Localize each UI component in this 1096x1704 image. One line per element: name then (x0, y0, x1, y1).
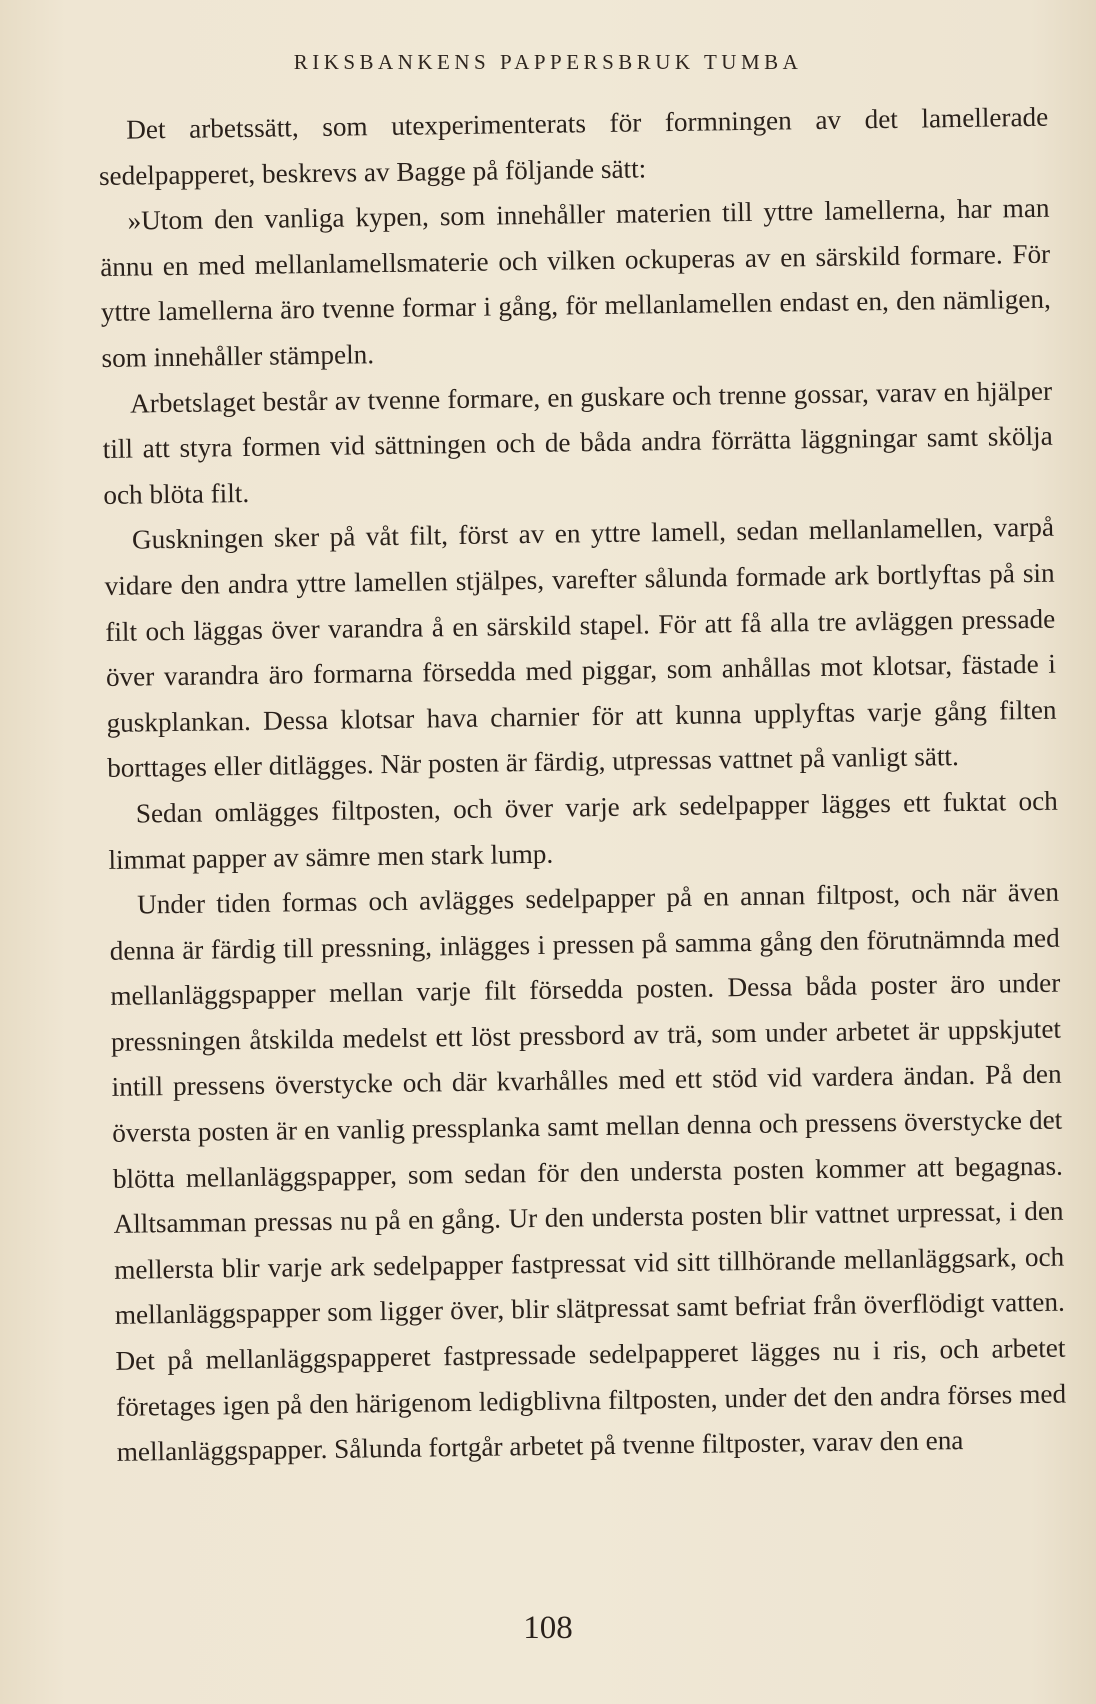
paragraph-2: »Utom den vanliga kypen, som innehåller materien till yttre lamellerna, har man ännu en med mellanlamellsmaterie och vilken ockuperas av en särskild formare. För yttre lamellerna äro tvenne formar i gång, för mellanlamellen endast en, den nämligen, som innehåller stämpeln. (100, 192, 1051, 373)
paragraph-5: Sedan omlägges filtposten, och över varje ark sedelpapper lägges ett fuktat och limmat papper av sämre men stark lump. (108, 785, 1058, 875)
body-text (98, 95, 1067, 1476)
paragraph-4: Guskningen sker på våt filt, först av en yttre lamell, sedan mellanlamellen, varpå vidare den andra yttre lamellen stjälpes, varefter sålunda formade ark bortlyftas på sin filt och läggas över varandra å en särskild stapel. För att få alla tre avläggen pressade över varandra äro formarna försedda med piggar, som anhållas mot klotsar, fästade i guskplankan. Dessa klotsar hava charnier för att kunna upplyftas varje gång filten borttages eller ditlägges. När posten är färdig, utpressas vattnet på vanligt sätt. (104, 512, 1057, 784)
page-number: 108 (523, 1610, 573, 1646)
running-head: RIKSBANKENS PAPPERSBRUK TUMBA (293, 50, 803, 74)
paragraph-1: Det arbetssätt, som utexperimenterats för formningen av det lamellerade sedelpapperet, beskrevs av Bagge på följande sätt: (98, 101, 1049, 191)
paragraph-3: Arbetslaget består av tvenne formare, en guskare och trenne gossar, varav en hjälper till att styra formen vid sättningen och de båda andra förrätta läggningar samt skölja och blöta filt. (102, 375, 1053, 510)
paragraph-6: Under tiden formas och avlägges sedelpapper på en annan filtpost, och när även denna är färdig till pressning, inlägges i pressen på samma gång den förutnämnda med mellanläggspapper mellan varje filt försedda posten. Dessa båda poster äro under pressningen åtskilda medelst ett löst pressbord av trä, som under arbetet är uppskjutet intill pressens överstycke och där kvarhålles med ett stöd vid vardera ändan. På den översta posten är en vanlig pressplanka samt mellan denna och pressens överstycke det blötta mellanläggspapper, som sedan för den understa posten kommer att begagnas. Alltsamman pressas nu på en gång. Ur den understa posten blir vattnet urpressat, i den mellersta blir varje ark sedelpapper fastpressat vid sitt tillhörande mellanläggsark, och mellanläggspapper som ligger över, blir slätpressat samt befriat från överflödigt vatten. Det på mellanläggspapperet fastpressade sedelpapperet lägges nu i ris, och arbetet företages igen på den härigenom ledigblivna filtposten, under det den andra förses med mellanläggspapper. Sålunda fortgår arbetet på tvenne filtposter, varav den ena (109, 876, 1067, 1468)
